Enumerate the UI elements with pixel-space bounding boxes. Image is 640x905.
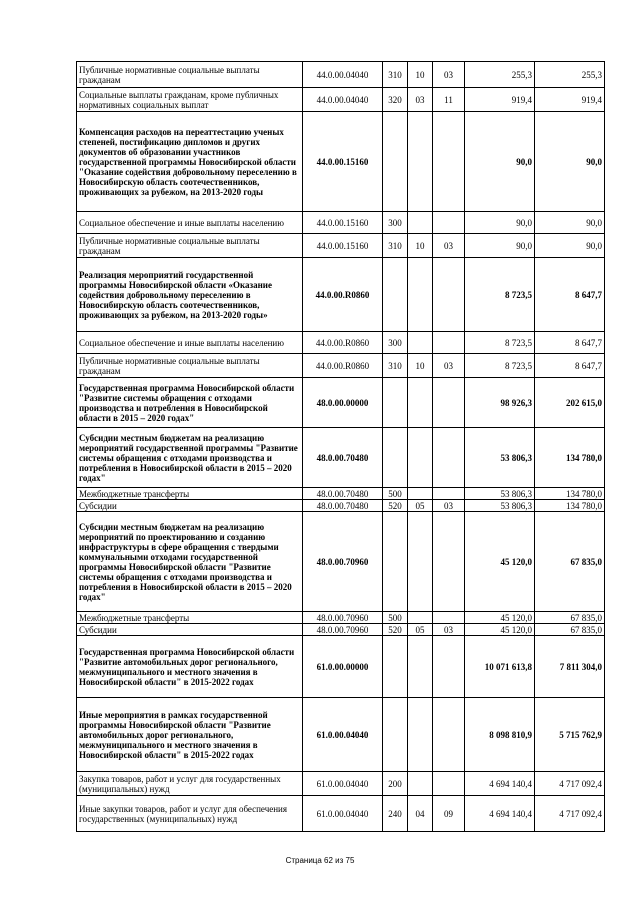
amount-year2-cell: 919,4 (535, 88, 605, 112)
page-number: Страница 62 из 75 (285, 856, 355, 865)
table-row (77, 488, 605, 500)
table-row (77, 332, 605, 354)
amount-year1-cell: 45 120,0 (465, 612, 535, 624)
table-row (77, 258, 605, 332)
amount-year2-cell: 134 780,0 (535, 428, 605, 488)
amount-year1-cell: 8 723,5 (465, 354, 535, 378)
expense-type-cell (383, 512, 408, 612)
section-cell: 03 (408, 88, 433, 112)
subsection-cell: 03 (433, 234, 465, 258)
amount-year2-cell: 134 780,0 (535, 488, 605, 500)
budget-table (76, 61, 605, 832)
target-code-cell: 44.0.00.15160 (303, 112, 383, 212)
amount-year2-cell: 90,0 (535, 112, 605, 212)
table-row (77, 88, 605, 112)
amount-year2-cell: 5 715 762,9 (535, 698, 605, 772)
amount-year1-cell: 45 120,0 (465, 624, 535, 636)
amount-year2-cell: 67 835,0 (535, 512, 605, 612)
row-name-cell: Компенсация расходов на переаттестацию ученых степеней, постификацию дипломов и других документов об образовании участников государственной программы Новосибирской области "Оказание содействия добровольному переселению в Новосибирскую область соотечественников, проживающих за рубежом, на 2013-2020 годы (77, 112, 303, 212)
subsection-cell: 03 (433, 624, 465, 636)
subsection-cell (433, 258, 465, 332)
amount-year2-cell: 8 647,7 (535, 258, 605, 332)
row-name-cell: Публичные нормативные социальные выплаты гражданам (77, 354, 303, 378)
row-name-cell: Социальное обеспечение и иные выплаты населению (77, 212, 303, 234)
section-cell (408, 112, 433, 212)
expense-type-cell: 200 (383, 772, 408, 796)
row-name-cell: Социальное обеспечение и иные выплаты населению (77, 332, 303, 354)
section-cell (408, 212, 433, 234)
table-row (77, 512, 605, 612)
target-code-cell: 44.0.00.15160 (303, 234, 383, 258)
table-row (77, 378, 605, 428)
section-cell: 05 (408, 624, 433, 636)
expense-type-cell (383, 698, 408, 772)
amount-year1-cell: 8 098 810,9 (465, 698, 535, 772)
row-name-cell: Государственная программа Новосибирской области "Развитие системы обращения с отходами производства и потребления в Новосибирской области в 2015 – 2020 годах" (77, 378, 303, 428)
row-name-cell: Межбюджетные трансферты (77, 488, 303, 500)
subsection-cell (433, 636, 465, 698)
row-name-cell: Реализация мероприятий государственной программы Новосибирской области «Оказание содействия добровольному переселению в Новосибирскую область соотечественников, проживающих за рубежом, на 2013-2020 годы» (77, 258, 303, 332)
section-cell (408, 428, 433, 488)
amount-year2-cell: 8 647,7 (535, 354, 605, 378)
target-code-cell: 48.0.00.00000 (303, 378, 383, 428)
target-code-cell: 44.0.00.R0860 (303, 332, 383, 354)
table-row (77, 354, 605, 378)
section-cell (408, 636, 433, 698)
subsection-cell (433, 212, 465, 234)
section-cell: 10 (408, 62, 433, 88)
subsection-cell (433, 112, 465, 212)
target-code-cell: 61.0.00.04040 (303, 772, 383, 796)
subsection-cell (433, 698, 465, 772)
target-code-cell: 44.0.00.R0860 (303, 258, 383, 332)
row-name-cell: Социальные выплаты гражданам, кроме публичных нормативных социальных выплат (77, 88, 303, 112)
section-cell: 04 (408, 796, 433, 832)
amount-year1-cell: 45 120,0 (465, 512, 535, 612)
section-cell: 05 (408, 500, 433, 512)
table-row (77, 112, 605, 212)
subsection-cell (433, 488, 465, 500)
expense-type-cell (383, 378, 408, 428)
table-row (77, 612, 605, 624)
amount-year1-cell: 90,0 (465, 212, 535, 234)
row-name-cell: Субсидии местным бюджетам на реализацию мероприятий по проектированию и созданию инфраструктуры в сфере обращения с твердыми коммунальными отходами государственной программы Новосибирской области "Развитие системы обращения с отходами производства и потребления в Новосибирской области в 2015 – 2020 годах" (77, 512, 303, 612)
amount-year1-cell: 255,3 (465, 62, 535, 88)
subsection-cell: 11 (433, 88, 465, 112)
expense-type-cell: 300 (383, 212, 408, 234)
target-code-cell: 48.0.00.70480 (303, 488, 383, 500)
row-name-cell: Субсидии (77, 624, 303, 636)
table-row (77, 624, 605, 636)
section-cell (408, 378, 433, 428)
amount-year2-cell: 134 780,0 (535, 500, 605, 512)
target-code-cell: 44.0.00.15160 (303, 212, 383, 234)
target-code-cell: 44.0.00.R0860 (303, 354, 383, 378)
row-name-cell: Государственная программа Новосибирской области "Развитие автомобильных дорог регионального, межмуниципального и местного значения в Новосибирской области" в 2015-2022 годах (77, 636, 303, 698)
table-row (77, 772, 605, 796)
section-cell: 10 (408, 234, 433, 258)
expense-type-cell (383, 428, 408, 488)
row-name-cell: Субсидии (77, 500, 303, 512)
table-row (77, 234, 605, 258)
amount-year1-cell: 53 806,3 (465, 488, 535, 500)
subsection-cell (433, 612, 465, 624)
expense-type-cell: 520 (383, 500, 408, 512)
amount-year1-cell: 90,0 (465, 234, 535, 258)
amount-year2-cell: 8 647,7 (535, 332, 605, 354)
amount-year1-cell: 10 071 613,8 (465, 636, 535, 698)
row-name-cell: Межбюджетные трансферты (77, 612, 303, 624)
section-cell (408, 612, 433, 624)
expense-type-cell: 500 (383, 488, 408, 500)
subsection-cell: 03 (433, 62, 465, 88)
subsection-cell: 03 (433, 500, 465, 512)
amount-year1-cell: 53 806,3 (465, 428, 535, 488)
expense-type-cell: 240 (383, 796, 408, 832)
expense-type-cell: 320 (383, 88, 408, 112)
subsection-cell (433, 378, 465, 428)
target-code-cell: 48.0.00.70960 (303, 624, 383, 636)
section-cell (408, 488, 433, 500)
table-row (77, 500, 605, 512)
expense-type-cell (383, 112, 408, 212)
table-body (77, 62, 605, 832)
target-code-cell: 48.0.00.70480 (303, 428, 383, 488)
target-code-cell: 61.0.00.04040 (303, 698, 383, 772)
expense-type-cell: 310 (383, 354, 408, 378)
section-cell (408, 258, 433, 332)
subsection-cell: 09 (433, 796, 465, 832)
expense-type-cell: 500 (383, 612, 408, 624)
expense-type-cell: 310 (383, 62, 408, 88)
section-cell (408, 332, 433, 354)
subsection-cell (433, 428, 465, 488)
table-row (77, 212, 605, 234)
subsection-cell (433, 332, 465, 354)
table-row (77, 698, 605, 772)
amount-year2-cell: 90,0 (535, 234, 605, 258)
subsection-cell (433, 512, 465, 612)
section-cell (408, 772, 433, 796)
target-code-cell: 61.0.00.04040 (303, 796, 383, 832)
expense-type-cell (383, 258, 408, 332)
section-cell (408, 512, 433, 612)
row-name-cell: Публичные нормативные социальные выплаты гражданам (77, 234, 303, 258)
amount-year1-cell: 4 694 140,4 (465, 772, 535, 796)
target-code-cell: 48.0.00.70960 (303, 512, 383, 612)
table-row (77, 428, 605, 488)
amount-year1-cell: 98 926,3 (465, 378, 535, 428)
row-name-cell: Субсидии местным бюджетам на реализацию мероприятий государственной программы "Развитие системы обращения с отходами производства и потребления в Новосибирской области в 2015 – 2020 годах" (77, 428, 303, 488)
expense-type-cell: 300 (383, 332, 408, 354)
target-code-cell: 48.0.00.70960 (303, 612, 383, 624)
expense-type-cell: 310 (383, 234, 408, 258)
amount-year2-cell: 67 835,0 (535, 612, 605, 624)
amount-year1-cell: 4 694 140,4 (465, 796, 535, 832)
table-row (77, 62, 605, 88)
target-code-cell: 44.0.00.04040 (303, 88, 383, 112)
table-row (77, 636, 605, 698)
row-name-cell: Иные закупки товаров, работ и услуг для обеспечения государственных (муниципальных) нужд (77, 796, 303, 832)
expense-type-cell: 520 (383, 624, 408, 636)
target-code-cell: 48.0.00.70480 (303, 500, 383, 512)
amount-year2-cell: 67 835,0 (535, 624, 605, 636)
row-name-cell: Иные мероприятия в рамках государственной программы Новосибирской области "Развитие автомобильных дорог регионального, межмуниципального и местного значения в Новосибирской области" в 2015-2022 годах (77, 698, 303, 772)
section-cell (408, 698, 433, 772)
target-code-cell: 61.0.00.00000 (303, 636, 383, 698)
amount-year1-cell: 8 723,5 (465, 258, 535, 332)
subsection-cell (433, 772, 465, 796)
amount-year2-cell: 90,0 (535, 212, 605, 234)
expense-type-cell (383, 636, 408, 698)
amount-year2-cell: 4 717 092,4 (535, 796, 605, 832)
amount-year2-cell: 202 615,0 (535, 378, 605, 428)
amount-year1-cell: 8 723,5 (465, 332, 535, 354)
amount-year2-cell: 255,3 (535, 62, 605, 88)
row-name-cell: Закупка товаров, работ и услуг для государственных (муниципальных) нужд (77, 772, 303, 796)
amount-year1-cell: 919,4 (465, 88, 535, 112)
table-row (77, 796, 605, 832)
amount-year1-cell: 53 806,3 (465, 500, 535, 512)
subsection-cell: 03 (433, 354, 465, 378)
amount-year2-cell: 7 811 304,0 (535, 636, 605, 698)
amount-year1-cell: 90,0 (465, 112, 535, 212)
section-cell: 10 (408, 354, 433, 378)
row-name-cell: Публичные нормативные социальные выплаты гражданам (77, 62, 303, 88)
target-code-cell: 44.0.00.04040 (303, 62, 383, 88)
amount-year2-cell: 4 717 092,4 (535, 772, 605, 796)
